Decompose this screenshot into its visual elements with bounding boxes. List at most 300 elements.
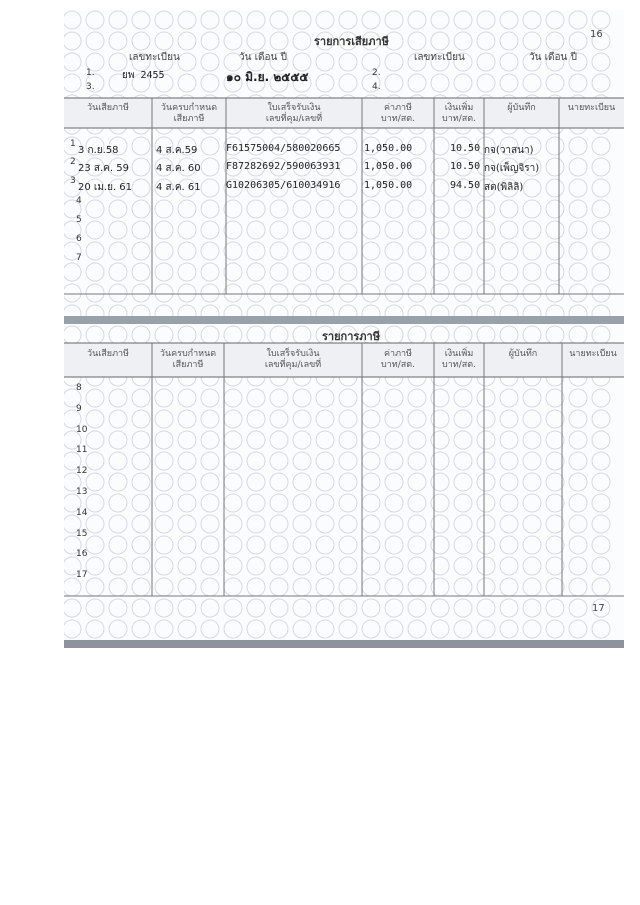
watermark-seal: [385, 410, 403, 428]
watermark-seal: [500, 515, 518, 533]
watermark-seal: [408, 410, 426, 428]
watermark-seal: [247, 263, 265, 281]
watermark-seal: [592, 74, 610, 92]
watermark-seal: [178, 452, 196, 470]
watermark-seal: [477, 263, 495, 281]
watermark-seal: [454, 11, 472, 29]
watermark-seal: [293, 32, 311, 50]
watermark-seal: [132, 326, 150, 344]
watermark-seal: [385, 74, 403, 92]
watermark-seal: [362, 557, 380, 575]
watermark-seal: [201, 431, 219, 449]
watermark-seal: [293, 11, 311, 29]
watermark-seal: [477, 599, 495, 617]
watermark-seal: [132, 11, 150, 29]
watermark-seal: [155, 263, 173, 281]
watermark-seal: [293, 494, 311, 512]
watermark-seal: [546, 221, 564, 239]
watermark-seal: [132, 32, 150, 50]
watermark-seal: [500, 410, 518, 428]
table-header-cell: วันครบกำหนด เสียภาษี: [159, 349, 217, 370]
watermark-seal: [155, 578, 173, 596]
watermark-seal: [523, 431, 541, 449]
watermark-seal: [64, 620, 81, 638]
watermark-seal: [569, 557, 587, 575]
watermark-seal: [454, 200, 472, 218]
watermark-seal: [362, 242, 380, 260]
watermark-seal: [132, 242, 150, 260]
entry-extra-amount: 10.50: [450, 143, 481, 154]
watermark-seal: [201, 11, 219, 29]
entry-extra-amount: 94.50: [450, 180, 481, 191]
watermark-seal: [64, 599, 81, 617]
watermark-seal: [592, 494, 610, 512]
entry-row-number: 1: [70, 139, 76, 149]
watermark-seal: [247, 11, 265, 29]
bottom-row-number: 16: [76, 549, 88, 560]
entry-due-date: 4 ส.ค.59: [156, 145, 198, 156]
watermark-seal: [109, 389, 127, 407]
entry-tax-amount: 1,050.00: [364, 161, 413, 172]
watermark-seal: [546, 620, 564, 638]
table-header-cell: ค่าภาษี บาท/สต.: [381, 103, 415, 124]
watermark-seal: [454, 410, 472, 428]
page-bottom-edge: [64, 640, 624, 648]
watermark-seal: [339, 53, 357, 71]
watermark-seal: [224, 263, 242, 281]
watermark-seal: [592, 137, 610, 155]
watermark-seal: [293, 431, 311, 449]
empty-row-number: 6: [76, 234, 82, 244]
watermark-seal: [132, 431, 150, 449]
watermark-seal: [500, 473, 518, 491]
watermark-seal: [500, 431, 518, 449]
watermark-seal: [569, 242, 587, 260]
watermark-seal: [86, 536, 104, 554]
watermark-seal: [431, 599, 449, 617]
watermark-seal: [592, 410, 610, 428]
watermark-seal: [408, 620, 426, 638]
watermark-seal: [500, 389, 518, 407]
watermark-seal: [546, 179, 564, 197]
watermark-seal: [408, 389, 426, 407]
reg-row-4-num: 4.: [372, 82, 381, 92]
watermark-seal: [523, 11, 541, 29]
watermark-seal: [569, 452, 587, 470]
watermark-seal: [293, 578, 311, 596]
watermark-seal: [546, 74, 564, 92]
entry-row-number: 2: [70, 157, 76, 167]
watermark-seal: [201, 200, 219, 218]
watermark-seal: [569, 284, 587, 302]
watermark-seal: [500, 536, 518, 554]
watermark-seal: [500, 620, 518, 638]
watermark-seal: [224, 32, 242, 50]
watermark-seal: [569, 536, 587, 554]
watermark-seal: [109, 410, 127, 428]
watermark-seal: [339, 242, 357, 260]
watermark-seal: [339, 284, 357, 302]
watermark-seal: [247, 452, 265, 470]
watermark-seal: [178, 221, 196, 239]
watermark-seal: [109, 536, 127, 554]
watermark-seal: [385, 473, 403, 491]
watermark-seal: [500, 221, 518, 239]
watermark-seal: [270, 536, 288, 554]
watermark-seal: [293, 221, 311, 239]
watermark-seal: [523, 74, 541, 92]
watermark-seal: [270, 11, 288, 29]
watermark-seal: [86, 326, 104, 344]
watermark-seal: [201, 452, 219, 470]
top-section-title: รายการเสียภาษี: [314, 35, 389, 48]
watermark-seal: [247, 284, 265, 302]
watermark-seal: [523, 620, 541, 638]
watermark-seal: [293, 599, 311, 617]
watermark-seal: [339, 137, 357, 155]
page-number-top: 16: [590, 29, 603, 40]
watermark-seal: [454, 536, 472, 554]
reg-label-right: เลขทะเบียน: [414, 52, 465, 63]
watermark-seal: [546, 578, 564, 596]
watermark-seal: [477, 452, 495, 470]
watermark-seal: [385, 536, 403, 554]
watermark-seal: [132, 410, 150, 428]
watermark-seal: [569, 410, 587, 428]
watermark-seal: [500, 452, 518, 470]
watermark-seal: [316, 389, 334, 407]
watermark-seal: [408, 326, 426, 344]
watermark-seal: [270, 200, 288, 218]
watermark-seal: [385, 200, 403, 218]
watermark-seal: [385, 284, 403, 302]
watermark-seal: [316, 494, 334, 512]
bottom-row-number: 17: [76, 570, 88, 581]
watermark-seal: [408, 578, 426, 596]
watermark-seal: [316, 473, 334, 491]
watermark-seal: [500, 242, 518, 260]
entry-recorder: กจ(เพ็ญจิรา): [484, 163, 540, 174]
watermark-seal: [293, 410, 311, 428]
watermark-seal: [454, 326, 472, 344]
watermark-seal: [546, 158, 564, 176]
watermark-seal: [592, 200, 610, 218]
watermark-seal: [109, 242, 127, 260]
watermark-seal: [385, 431, 403, 449]
watermark-seal: [293, 263, 311, 281]
watermark-seal: [592, 284, 610, 302]
watermark-seal: [477, 200, 495, 218]
watermark-seal: [224, 620, 242, 638]
bottom-row-number: 11: [76, 445, 88, 456]
watermark-seal: [569, 11, 587, 29]
watermark-seal: [155, 221, 173, 239]
watermark-seal: [247, 620, 265, 638]
watermark-seal: [523, 473, 541, 491]
watermark-seal: [454, 74, 472, 92]
watermark-seal: [569, 326, 587, 344]
watermark-seal: [64, 11, 81, 29]
watermark-seal: [201, 158, 219, 176]
watermark-seal: [201, 536, 219, 554]
watermark-seal: [155, 599, 173, 617]
watermark-seal: [362, 452, 380, 470]
watermark-seal: [408, 494, 426, 512]
watermark-seal: [339, 11, 357, 29]
watermark-seal: [224, 557, 242, 575]
reg-row-1-plate: ยพ 2455: [122, 70, 165, 81]
entry-receipt-number: F61575004/580020665: [226, 143, 341, 154]
watermark-seal: [546, 32, 564, 50]
watermark-seal: [523, 578, 541, 596]
watermark-seal: [385, 452, 403, 470]
watermark-seal: [155, 557, 173, 575]
watermark-seal: [477, 284, 495, 302]
watermark-seal: [64, 53, 81, 71]
watermark-seal: [178, 431, 196, 449]
watermark-seal: [477, 494, 495, 512]
watermark-seal: [454, 32, 472, 50]
watermark-seal: [293, 452, 311, 470]
watermark-seal: [408, 221, 426, 239]
watermark-seal: [339, 74, 357, 92]
watermark-seal: [385, 578, 403, 596]
watermark-seal: [477, 242, 495, 260]
watermark-seal: [569, 200, 587, 218]
watermark-seal: [86, 515, 104, 533]
watermark-seal: [247, 242, 265, 260]
watermark-seal: [201, 515, 219, 533]
watermark-seal: [569, 473, 587, 491]
empty-row-number: 4: [76, 196, 82, 206]
watermark-seal: [477, 515, 495, 533]
watermark-seal: [362, 578, 380, 596]
watermark-seal: [178, 32, 196, 50]
watermark-seal: [523, 32, 541, 50]
watermark-seal: [86, 557, 104, 575]
watermark-seal: [546, 284, 564, 302]
watermark-seal: [592, 221, 610, 239]
watermark-seal: [270, 284, 288, 302]
watermark-seal: [132, 536, 150, 554]
watermark-seal: [339, 557, 357, 575]
watermark-seal: [523, 599, 541, 617]
watermark-seal: [339, 599, 357, 617]
watermark-seal: [477, 431, 495, 449]
watermark-seal: [477, 326, 495, 344]
watermark-seal: [64, 263, 81, 281]
bottom-section-title: รายการภาษี: [322, 330, 380, 343]
watermark-seal: [224, 326, 242, 344]
watermark-seal: [293, 557, 311, 575]
watermark-seal: [155, 200, 173, 218]
watermark-seal: [132, 515, 150, 533]
watermark-seal: [592, 263, 610, 281]
watermark-seal: [592, 326, 610, 344]
watermark-seal: [109, 326, 127, 344]
watermark-seal: [408, 536, 426, 554]
watermark-seal: [132, 452, 150, 470]
watermark-seal: [592, 11, 610, 29]
watermark-seal: [109, 221, 127, 239]
watermark-seal: [523, 284, 541, 302]
table-header-cell: วันครบกำหนด เสียภาษี: [160, 103, 218, 124]
watermark-seal: [316, 242, 334, 260]
watermark-seal: [569, 431, 587, 449]
watermark-seal: [201, 53, 219, 71]
watermark-seal: [155, 515, 173, 533]
watermark-seal: [247, 536, 265, 554]
watermark-seal: [132, 179, 150, 197]
watermark-seal: [477, 473, 495, 491]
watermark-seal: [247, 494, 265, 512]
watermark-seal: [316, 431, 334, 449]
watermark-seal: [592, 473, 610, 491]
watermark-seal: [454, 431, 472, 449]
watermark-seal: [270, 389, 288, 407]
watermark-seal: [270, 515, 288, 533]
watermark-seal: [569, 515, 587, 533]
watermark-seal: [546, 452, 564, 470]
watermark-seal: [569, 599, 587, 617]
watermark-seal: [293, 536, 311, 554]
watermark-seal: [201, 557, 219, 575]
watermark-seal: [500, 284, 518, 302]
watermark-seal: [86, 11, 104, 29]
watermark-seal: [86, 263, 104, 281]
watermark-seal: [339, 494, 357, 512]
watermark-seal: [270, 326, 288, 344]
watermark-seal: [523, 452, 541, 470]
watermark-seal: [362, 410, 380, 428]
bottom-row-number: 14: [76, 507, 88, 518]
watermark-seal: [224, 200, 242, 218]
watermark-seal: [523, 410, 541, 428]
watermark-seal: [155, 11, 173, 29]
watermark-seal: [201, 473, 219, 491]
bottom-row-number: 15: [76, 528, 88, 539]
watermark-seal: [408, 599, 426, 617]
watermark-seal: [247, 473, 265, 491]
section-divider: [64, 316, 624, 324]
watermark-seal: [178, 515, 196, 533]
watermark-seal: [592, 515, 610, 533]
watermark-seal: [86, 431, 104, 449]
watermark-seal: [592, 557, 610, 575]
watermark-seal: [178, 11, 196, 29]
bottom-row-number: 13: [76, 487, 88, 497]
watermark-seal: [523, 326, 541, 344]
watermark-seal: [293, 389, 311, 407]
watermark-seal: [500, 263, 518, 281]
watermark-seal: [569, 620, 587, 638]
watermark-seal: [454, 599, 472, 617]
watermark-seal: [178, 536, 196, 554]
watermark-seal: [224, 11, 242, 29]
watermark-seal: [569, 494, 587, 512]
reg-label-left: เลขทะเบียน: [129, 52, 180, 63]
watermark-seal: [132, 599, 150, 617]
watermark-seal: [178, 263, 196, 281]
watermark-seal: [109, 431, 127, 449]
watermark-seal: [385, 326, 403, 344]
watermark-seal: [546, 557, 564, 575]
watermark-seal: [178, 473, 196, 491]
watermark-seal: [201, 494, 219, 512]
watermark-seal: [64, 32, 81, 50]
entry-receipt-number: F87282692/590063931: [226, 161, 341, 172]
watermark-seal: [155, 494, 173, 512]
watermark-seal: [86, 242, 104, 260]
watermark-seal: [523, 536, 541, 554]
entry-row-number: 3: [70, 176, 76, 186]
watermark-seal: [339, 431, 357, 449]
reg-row-2-num: 2.: [372, 68, 381, 78]
watermark-seal: [408, 242, 426, 260]
watermark-seal: [155, 242, 173, 260]
watermark-seal: [339, 452, 357, 470]
watermark-seal: [500, 494, 518, 512]
entry-paid-date: 23 ส.ค. 59: [78, 163, 129, 174]
watermark-seal: [109, 200, 127, 218]
watermark-seal: [155, 32, 173, 50]
watermark-seal: [155, 473, 173, 491]
watermark-seal: [247, 557, 265, 575]
watermark-seal: [408, 74, 426, 92]
table-header-cell: ค่าภาษี บาท/สต.: [381, 349, 415, 370]
watermark-seal: [270, 263, 288, 281]
watermark-seal: [224, 452, 242, 470]
watermark-seal: [109, 32, 127, 50]
watermark-seal: [454, 515, 472, 533]
watermark-seal: [109, 11, 127, 29]
watermark-seal: [270, 431, 288, 449]
watermark-seal: [247, 578, 265, 596]
watermark-seal: [109, 263, 127, 281]
watermark-seal: [523, 221, 541, 239]
watermark-seal: [132, 221, 150, 239]
watermark-seal: [224, 221, 242, 239]
entry-due-date: 4 ส.ค. 60: [156, 163, 201, 174]
registration-book-page: [64, 10, 624, 648]
watermark-seal: [293, 242, 311, 260]
watermark-seal: [224, 431, 242, 449]
watermark-seal: [362, 620, 380, 638]
watermark-seal: [178, 53, 196, 71]
watermark-seal: [132, 158, 150, 176]
watermark-seal: [86, 494, 104, 512]
watermark-seal: [270, 620, 288, 638]
watermark-seal: [270, 242, 288, 260]
watermark-seal: [454, 242, 472, 260]
watermark-seal: [64, 74, 81, 92]
watermark-seal: [293, 620, 311, 638]
table-header-cell: ผู้บันทึก: [508, 349, 538, 359]
watermark-seal: [339, 221, 357, 239]
watermark-seal: [109, 452, 127, 470]
watermark-seal: [132, 137, 150, 155]
table-header-cell: ผู้บันทึก: [507, 103, 536, 113]
watermark-seal: [316, 410, 334, 428]
table-header-cell: เงินเพิ่ม บาท/สต.: [442, 103, 476, 124]
watermark-seal: [201, 263, 219, 281]
watermark-seal: [362, 494, 380, 512]
watermark-seal: [201, 74, 219, 92]
watermark-seal: [592, 389, 610, 407]
watermark-seal: [454, 473, 472, 491]
watermark-seal: [546, 515, 564, 533]
watermark-seal: [247, 515, 265, 533]
